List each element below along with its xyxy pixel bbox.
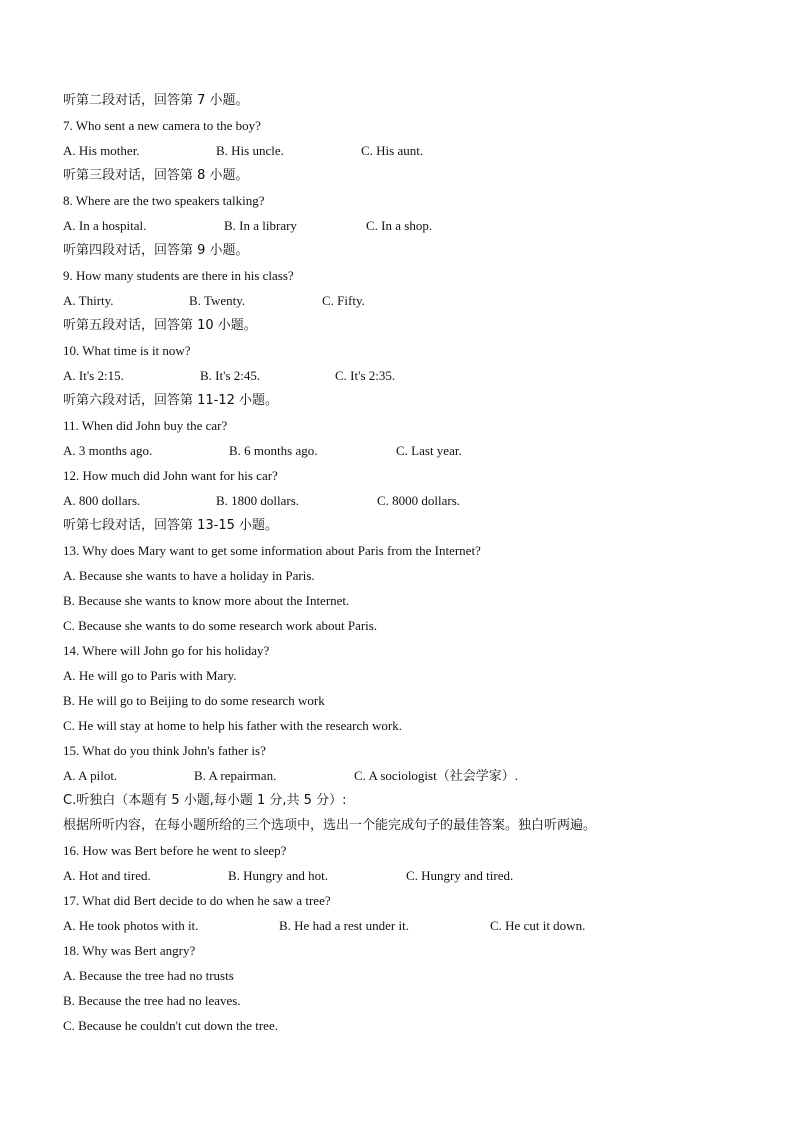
answer-option: C. 8000 dollars. [377, 493, 461, 508]
option-row [63, 138, 763, 163]
question-text: 14. Where will John go for his holiday? [63, 643, 270, 658]
answer-option: A. His mother. [63, 143, 140, 158]
question-text: 7. Who sent a new camera to the boy? [63, 118, 261, 133]
answer-option: B. He had a rest under it. [279, 918, 409, 933]
question-text: 17. What did Bert decide to do when he saw a tree? [63, 893, 331, 908]
option-row [63, 363, 763, 388]
answer-option: A. It's 2:15. [63, 368, 124, 383]
answer-option: A. 3 months ago. [63, 443, 153, 458]
exam-page [63, 88, 763, 1038]
answer-option: C. Fifty. [322, 293, 365, 308]
question-text: 11. When did John buy the car? [63, 418, 228, 433]
answer-option: A. He will go to Paris with Mary. [63, 668, 237, 683]
answer-option: B. It's 2:45. [200, 368, 261, 383]
answer-option: A. Because the tree had no trusts [63, 968, 234, 983]
answer-option: B. He will go to Beijing to do some research work [63, 693, 325, 708]
answer-option: B. Because she wants to know more about the Internet. [63, 593, 350, 608]
question-text: 16. How was Bert before he went to sleep? [63, 843, 287, 858]
section-instruction: 听第四段对话，回答第 9 小题。 [63, 243, 249, 258]
answer-option: B. Hungry and hot. [228, 868, 329, 883]
answer-option: B. Because the tree had no leaves. [63, 993, 241, 1008]
section-instruction: 听第三段对话，回答第 8 小题。 [63, 168, 249, 183]
answer-option: A. Because she wants to have a holiday in Paris. [63, 568, 315, 583]
answer-option: B. In a library [224, 218, 297, 233]
answer-option: A. A pilot. [63, 768, 118, 783]
option-row [63, 213, 763, 238]
question-text: 10. What time is it now? [63, 343, 191, 358]
option-row [63, 863, 763, 888]
answer-option: C. His aunt. [361, 143, 424, 158]
answer-option: C. He will stay at home to help his father with the research work. [63, 718, 402, 733]
section-instruction: 根据所听内容，在每小题所给的三个选项中，选出一个能完成句子的最佳答案。独白听两遍。 [63, 818, 597, 833]
question-text: 9. How many students are there in his class? [63, 268, 294, 283]
question-text: 18. Why was Bert angry? [63, 943, 196, 958]
option-row [63, 288, 763, 313]
option-row [63, 488, 763, 513]
section-instruction: 听第五段对话，回答第 10 小题。 [63, 318, 257, 333]
section-instruction: C.听独白（本题有 5 小题,每小题 1 分,共 5 分）: [63, 793, 347, 808]
answer-option: C. It's 2:35. [335, 368, 396, 383]
answer-option: C. Last year. [396, 443, 462, 458]
answer-option: B. A repairman. [194, 768, 277, 783]
question-text: 15. What do you think John's father is? [63, 743, 266, 758]
answer-option: A. 800 dollars. [63, 493, 141, 508]
answer-option: C. Hungry and tired. [406, 868, 514, 883]
answer-option: A. In a hospital. [63, 218, 147, 233]
answer-option: C. He cut it down. [490, 918, 586, 933]
option-row [63, 913, 763, 938]
answer-option: A. Hot and tired. [63, 868, 151, 883]
answer-option: C. In a shop. [366, 218, 433, 233]
question-text: 8. Where are the two speakers talking? [63, 193, 265, 208]
answer-option: A. Thirty. [63, 293, 114, 308]
section-instruction: 听第二段对话，回答第 7 小题。 [63, 93, 249, 108]
question-text: 13. Why does Mary want to get some information about Paris from the Internet? [63, 543, 481, 558]
option-row [63, 763, 763, 788]
section-instruction: 听第六段对话，回答第 11-12 小题。 [63, 393, 279, 408]
question-text: 12. How much did John want for his car? [63, 468, 278, 483]
answer-option: B. 1800 dollars. [216, 493, 300, 508]
option-row [63, 438, 763, 463]
answer-option: A. He took photos with it. [63, 918, 199, 933]
answer-option: B. 6 months ago. [229, 443, 318, 458]
answer-option: C. A sociologist（社会学家）. [354, 768, 518, 783]
section-instruction: 听第七段对话，回答第 13-15 小题。 [63, 518, 279, 533]
answer-option: B. Twenty. [189, 293, 246, 308]
answer-option: C. Because he couldn't cut down the tree. [63, 1018, 278, 1033]
answer-option: C. Because she wants to do some research work about Paris. [63, 618, 378, 633]
answer-option: B. His uncle. [216, 143, 284, 158]
